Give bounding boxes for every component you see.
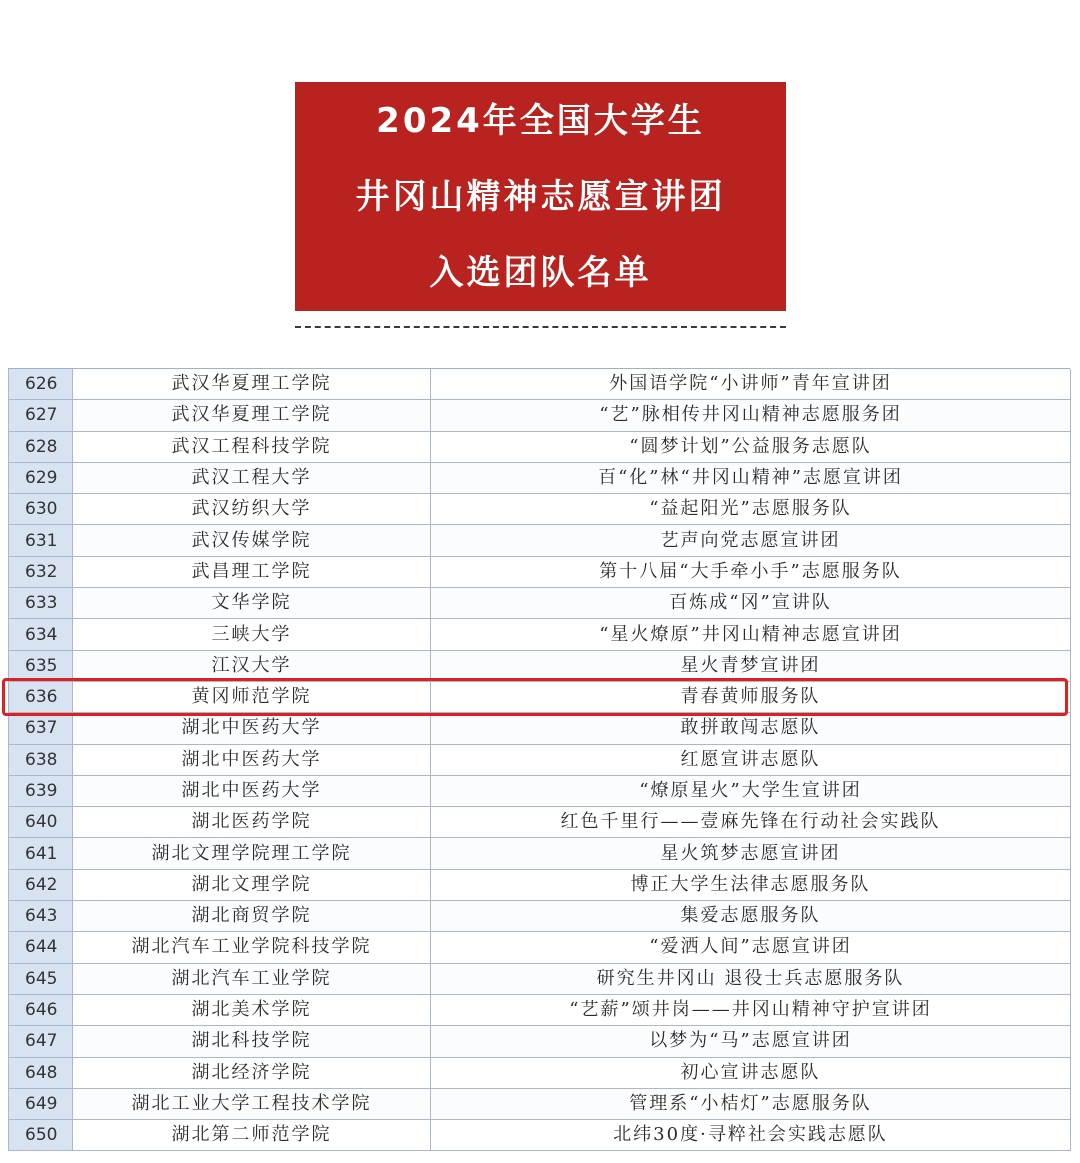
team-name: 北纬30度·寻粹社会实践志愿队 <box>431 1120 1071 1151</box>
team-list-table <box>8 369 1071 1151</box>
team-name: “燎原星火”大学生宣讲团 <box>431 775 1071 806</box>
school-name: 江汉大学 <box>73 650 431 681</box>
row-number: 631 <box>9 525 73 556</box>
table-row <box>9 838 1071 869</box>
team-name: 初心宣讲志愿队 <box>431 1057 1071 1088</box>
school-name: 湖北商贸学院 <box>73 901 431 932</box>
table-row <box>9 775 1071 806</box>
school-name: 三峡大学 <box>73 619 431 650</box>
team-name: “益起阳光”志愿服务队 <box>431 494 1071 525</box>
table-row <box>9 1026 1071 1057</box>
table-row <box>9 807 1071 838</box>
school-name: 武昌理工学院 <box>73 556 431 587</box>
school-name: 湖北汽车工业学院 <box>73 963 431 994</box>
school-name: 武汉工程大学 <box>73 462 431 493</box>
team-name: 红色千里行——壹麻先锋在行动社会实践队 <box>431 807 1071 838</box>
row-number: 636 <box>9 681 73 712</box>
team-name: 博正大学生法律志愿服务队 <box>431 869 1071 900</box>
school-name: 湖北经济学院 <box>73 1057 431 1088</box>
row-number: 633 <box>9 588 73 619</box>
team-name: 红愿宣讲志愿队 <box>431 744 1071 775</box>
row-number: 640 <box>9 807 73 838</box>
team-list-table-container <box>8 368 1070 1151</box>
row-number: 645 <box>9 963 73 994</box>
school-name: 文华学院 <box>73 588 431 619</box>
school-name: 湖北文理学院 <box>73 869 431 900</box>
table-row <box>9 744 1071 775</box>
table-row <box>9 369 1071 400</box>
table-row <box>9 525 1071 556</box>
row-number: 644 <box>9 932 73 963</box>
title-line-1: 2024年全国大学生 <box>376 100 705 141</box>
team-name: 第十八届“大手牵小手”志愿服务队 <box>431 556 1071 587</box>
team-name: 以梦为“马”志愿宣讲团 <box>431 1026 1071 1057</box>
row-number: 630 <box>9 494 73 525</box>
team-name: 集爱志愿服务队 <box>431 901 1071 932</box>
school-name: 武汉工程科技学院 <box>73 431 431 462</box>
team-name: 外国语学院“小讲师”青年宣讲团 <box>431 369 1071 400</box>
school-name: 湖北中医药大学 <box>73 775 431 806</box>
school-name: 湖北中医药大学 <box>73 744 431 775</box>
row-number: 635 <box>9 650 73 681</box>
dashed-divider <box>295 326 786 328</box>
school-name: 湖北医药学院 <box>73 807 431 838</box>
table-row <box>9 462 1071 493</box>
table-row <box>9 494 1071 525</box>
table-row <box>9 963 1071 994</box>
row-number: 634 <box>9 619 73 650</box>
team-name: “圆梦计划”公益服务志愿队 <box>431 431 1071 462</box>
school-name: 湖北科技学院 <box>73 1026 431 1057</box>
row-number: 646 <box>9 994 73 1025</box>
table-row <box>9 556 1071 587</box>
table-row <box>9 1088 1071 1119</box>
school-name: 湖北中医药大学 <box>73 713 431 744</box>
row-number: 647 <box>9 1026 73 1057</box>
title-line-3: 入选团队名单 <box>429 252 652 293</box>
team-name: “星火燎原”井冈山精神志愿宣讲团 <box>431 619 1071 650</box>
team-name: 研究生井冈山 退役士兵志愿服务队 <box>431 963 1071 994</box>
row-number: 642 <box>9 869 73 900</box>
team-name: 星火筑梦志愿宣讲团 <box>431 838 1071 869</box>
team-name: 艺声向党志愿宣讲团 <box>431 525 1071 556</box>
row-number: 626 <box>9 369 73 400</box>
row-number: 632 <box>9 556 73 587</box>
row-number: 638 <box>9 744 73 775</box>
table-row <box>9 400 1071 431</box>
title-banner <box>295 82 786 311</box>
row-number: 641 <box>9 838 73 869</box>
team-name: 百“化”林“井冈山精神”志愿宣讲团 <box>431 462 1071 493</box>
row-number: 628 <box>9 431 73 462</box>
school-name: 黄冈师范学院 <box>73 681 431 712</box>
row-number: 649 <box>9 1088 73 1119</box>
table-row <box>9 1120 1071 1151</box>
table-row <box>9 1057 1071 1088</box>
table-row <box>9 681 1071 712</box>
title-line-2: 井冈山精神志愿宣讲团 <box>355 176 726 217</box>
team-name: 星火青梦宣讲团 <box>431 650 1071 681</box>
team-name: 敢拼敢闯志愿队 <box>431 713 1071 744</box>
row-number: 639 <box>9 775 73 806</box>
row-number: 650 <box>9 1120 73 1151</box>
table-row <box>9 994 1071 1025</box>
school-name: 湖北文理学院理工学院 <box>73 838 431 869</box>
school-name: 武汉华夏理工学院 <box>73 400 431 431</box>
school-name: 武汉华夏理工学院 <box>73 369 431 400</box>
table-row <box>9 869 1071 900</box>
row-number: 643 <box>9 901 73 932</box>
row-number: 627 <box>9 400 73 431</box>
row-number: 648 <box>9 1057 73 1088</box>
team-name: “艺薪”颂井岗——井冈山精神守护宣讲团 <box>431 994 1071 1025</box>
team-name: 青春黄师服务队 <box>431 681 1071 712</box>
team-list-body <box>9 369 1071 1151</box>
table-row <box>9 619 1071 650</box>
team-name: “爱洒人间”志愿宣讲团 <box>431 932 1071 963</box>
row-number: 637 <box>9 713 73 744</box>
school-name: 湖北美术学院 <box>73 994 431 1025</box>
table-row <box>9 431 1071 462</box>
school-name: 湖北工业大学工程技术学院 <box>73 1088 431 1119</box>
team-name: 百炼成“冈”宣讲队 <box>431 588 1071 619</box>
team-name: 管理系“小桔灯”志愿服务队 <box>431 1088 1071 1119</box>
school-name: 武汉传媒学院 <box>73 525 431 556</box>
school-name: 武汉纺织大学 <box>73 494 431 525</box>
table-row <box>9 650 1071 681</box>
table-row <box>9 901 1071 932</box>
table-row <box>9 713 1071 744</box>
school-name: 湖北汽车工业学院科技学院 <box>73 932 431 963</box>
row-number: 629 <box>9 462 73 493</box>
school-name: 湖北第二师范学院 <box>73 1120 431 1151</box>
table-row <box>9 588 1071 619</box>
team-name: “艺”脉相传井冈山精神志愿服务团 <box>431 400 1071 431</box>
table-row <box>9 932 1071 963</box>
